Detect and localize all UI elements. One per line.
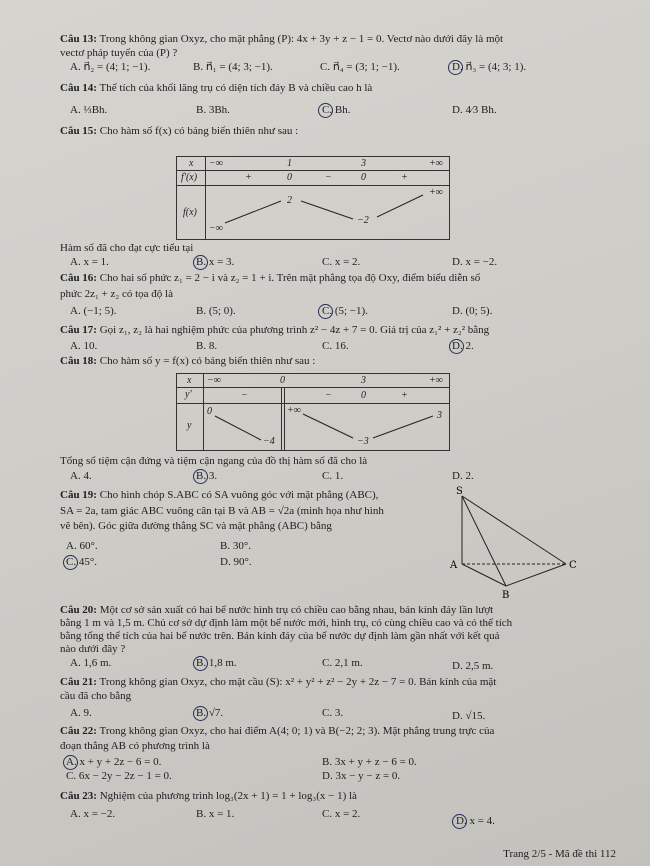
t18-x-label: x [187, 375, 192, 386]
q21-option-b: B. √7. [196, 707, 224, 719]
t18-sign-1: − [241, 390, 248, 401]
t15-zero-2: 0 [361, 172, 366, 183]
q23-text: Nghiệm của phương trình log₃(2x + 1) = 1 + log₃(x − 1) là [96, 790, 357, 802]
q18-option-a: A. 4. [70, 470, 92, 482]
q15-option-a: A. x = 1. [70, 256, 109, 268]
q22-label: Câu 22: [60, 725, 97, 737]
q13-text: Trong không gian Oxyz, cho mặt phẳng (P): 4x + 3y + z − 1 = 0. Vectơ nào dưới đây là một [96, 33, 504, 45]
answer-circle-q13 [448, 60, 463, 75]
q17-option-d: D. 2. [452, 340, 474, 352]
q18-text: Cho hàm số y = f(x) có bảng biến thiên như sau : [96, 355, 316, 367]
t15-sign-3: + [401, 172, 408, 183]
t18-val-minus-4: −4 [263, 436, 275, 447]
answer-circle-q20 [193, 656, 208, 671]
question-17 [60, 324, 489, 337]
q19-text-2: SA = 2a, tam giác ABC vuông cân tại B và AB = √2a (minh họa như hình [60, 505, 384, 517]
q17-option-a: A. 10. [70, 340, 98, 352]
q21-option-c: C. 3. [322, 707, 344, 719]
q18-option-d: D. 2. [452, 470, 474, 482]
q20-label: Câu 20: [60, 604, 97, 616]
t15-val-plus-inf: +∞ [429, 187, 443, 198]
q21-label: Câu 21: [60, 676, 97, 688]
t15-val-minus-inf: −∞ [209, 223, 223, 234]
q18-option-c: C. 1. [322, 470, 344, 482]
pyramid-figure [448, 484, 608, 602]
answer-circle-q16 [318, 304, 333, 319]
q19-option-c: C. 45°. [66, 556, 97, 568]
t18-yp-label: y′ [185, 389, 192, 400]
q17-label: Câu 17: [60, 324, 97, 336]
t15-fp-label: f′(x) [181, 172, 198, 183]
q13-text-2: vectơ pháp tuyến của (P) ? [60, 47, 178, 59]
t18-x-plus-inf: +∞ [429, 375, 443, 386]
t15-x-3: 3 [361, 158, 366, 169]
answer-circle-q18 [193, 469, 208, 484]
q21-option-a: A. 9. [70, 707, 92, 719]
question-20 [60, 604, 493, 617]
q23-label: Câu 23: [60, 790, 97, 802]
vertex-s: S [456, 486, 463, 497]
t15-arrows [177, 157, 449, 239]
t18-val-plus-inf: +∞ [287, 405, 301, 416]
question-13 [60, 33, 503, 46]
vertex-b: B [502, 590, 510, 601]
q13-option-c: C. n⃗₄ = (3; 1; −1). [320, 61, 400, 73]
answer-circle-q14 [318, 103, 333, 118]
t15-sign-1: + [245, 172, 252, 183]
question-14 [60, 82, 372, 95]
answer-circle-q19 [63, 555, 78, 570]
q17-option-c: C. 16. [322, 340, 349, 352]
q14-label: Câu 14: [60, 82, 97, 94]
q22-option-b: B. 3x + y + z − 6 = 0. [322, 756, 417, 768]
q19-option-a: A. 60°. [66, 540, 98, 552]
vertex-a: A [450, 560, 458, 571]
q20-text: Một cơ sở sản xuất có hai bể nước hình trụ có chiều cao bằng nhau, bán kính đáy lần lượt [96, 604, 494, 616]
q13-option-d: D. n⃗₃ = (4; 3; 1). [452, 61, 527, 73]
t18-zero: 0 [361, 390, 366, 401]
q16-option-a: A. (−1; 5). [70, 305, 117, 317]
q22-option-a: A. x + y + 2z − 6 = 0. [66, 756, 162, 768]
q15-text-2: Hàm số đã cho đạt cực tiểu tại [60, 242, 194, 254]
t18-x-minus-inf: −∞ [207, 375, 221, 386]
q16-option-c: C. (5; −1). [322, 305, 368, 317]
t15-sign-2: − [325, 172, 332, 183]
q23-option-b: B. x = 1. [196, 808, 235, 820]
answer-circle-q21 [193, 706, 208, 721]
q18-text-2: Tổng số tiệm cận đứng và tiệm cận ngang của đồ thị hàm số đã cho là [60, 455, 368, 467]
q15-option-d: D. x = −2. [452, 256, 498, 268]
variation-table-18 [176, 373, 450, 451]
question-19 [60, 489, 378, 502]
t15-x-1: 1 [287, 158, 292, 169]
q15-option-b: B. x = 3. [196, 256, 235, 268]
q19-text: Cho hình chóp S.ABC có SA vuông góc với mặt phẳng (ABC), [96, 489, 379, 501]
q13-option-b: B. n⃗₁ = (4; 3; −1). [193, 61, 273, 73]
q22-text: Trong không gian Oxyz, cho hai điểm A(4; 0; 1) và B(−2; 2; 3). Mặt phẳng trung trực của [96, 725, 495, 737]
q23-option-a: A. x = −2. [70, 808, 116, 820]
t18-y-label: y [187, 420, 192, 431]
q19-option-d: D. 90°. [220, 556, 252, 568]
q19-text-3: vẽ bên). Góc giữa đường thẳng SC và mặt phẳng (ABC) bằng [60, 520, 332, 532]
q13-option-a: A. n⃗₂ = (4; 1; −1). [70, 61, 151, 73]
t15-val-minus-2: −2 [357, 215, 369, 226]
q23-option-d: D. x = 4. [456, 815, 495, 827]
q16-option-b: B. (5; 0). [196, 305, 236, 317]
q21-option-d: D. √15. [452, 710, 486, 722]
q20-text-2: bằng 1 m và 1,5 m. Chủ cơ sở dự định làm một bể nước mới, hình trụ, có cùng chiều cao và có thể tích [60, 617, 513, 629]
variation-table-15 [176, 156, 450, 240]
t15-f-label: f(x) [183, 207, 197, 218]
answer-circle-q23 [452, 814, 467, 829]
q15-option-c: C. x = 2. [322, 256, 361, 268]
question-18 [60, 355, 315, 368]
q16-text: Cho hai số phức z₁ = 2 − i và z₂ = 1 + i. Trên mặt phẳng tọa độ Oxy, điểm biểu diễn số [96, 272, 481, 284]
q20-text-4: nào dưới đây ? [60, 643, 126, 655]
q14-option-a: A. ⅓Bh. [70, 104, 108, 116]
answer-circle-q17 [449, 339, 464, 354]
q17-option-b: B. 8. [196, 340, 218, 352]
q21-text: Trong không gian Oxyz, cho mặt cầu (S): x² + y² + z² − 2y + 2z − 7 = 0. Bán kính của mặt [96, 676, 497, 688]
question-21 [60, 676, 496, 689]
q22-option-d: D. 3x − y − z = 0. [322, 770, 401, 782]
q20-option-b: B. 1,8 m. [196, 657, 237, 669]
q20-option-c: C. 2,1 m. [322, 657, 363, 669]
q17-text: Gọi z₁, z₂ là hai nghiệm phức của phương trình z² − 4z + 7 = 0. Giá trị của z₁² + z₂² bằng [96, 324, 490, 336]
q16-text-2: phức 2z₁ + z₂ có tọa độ là [60, 288, 173, 300]
page-footer: Trang 2/5 - Mã đề thi 112 [503, 848, 616, 860]
q15-text: Cho hàm số f(x) có bảng biến thiên như sau : [96, 125, 299, 137]
q20-option-a: A. 1,6 m. [70, 657, 112, 669]
t15-x-minus-inf: −∞ [209, 158, 223, 169]
q14-option-b: B. 3Bh. [196, 104, 230, 116]
q22-option-c: C. 6x − 2y − 2z − 1 = 0. [66, 770, 172, 782]
q13-label: Câu 13: [60, 33, 97, 45]
t18-sign-3: + [401, 390, 408, 401]
t15-val-2: 2 [287, 195, 292, 206]
t18-val-3: 3 [437, 410, 442, 421]
t15-x-plus-inf: +∞ [429, 158, 443, 169]
t18-x-0: 0 [280, 375, 285, 386]
q22-text-2: đoạn thẳng AB có phương trình là [60, 740, 210, 752]
q18-option-b: B. 3. [196, 470, 218, 482]
question-16 [60, 272, 480, 285]
answer-circle-q22 [63, 755, 78, 770]
q20-text-3: bằng tổng thể tích của hai bể nước trên. Bán kính đáy của bể nước dự định làm gần nhất với kết quả [60, 630, 500, 642]
question-15 [60, 125, 298, 138]
t18-val-0: 0 [207, 406, 212, 417]
t18-sign-2: − [325, 390, 332, 401]
t15-x-label: x [189, 158, 194, 169]
q16-option-d: D. (0; 5). [452, 305, 493, 317]
q18-label: Câu 18: [60, 355, 97, 367]
q21-text-2: cầu đã cho bằng [60, 690, 132, 702]
t15-zero-1: 0 [287, 172, 292, 183]
q14-text: Thể tích của khối lăng trụ có diện tích đáy B và chiều cao h là [96, 82, 373, 94]
question-22 [60, 725, 494, 738]
q16-label: Câu 16: [60, 272, 97, 284]
q15-label: Câu 15: [60, 125, 97, 137]
q19-option-b: B. 30°. [220, 540, 251, 552]
t18-arrows [177, 374, 449, 450]
t18-x-3: 3 [361, 375, 366, 386]
question-23 [60, 790, 357, 803]
t18-val-minus-3: −3 [357, 436, 369, 447]
q20-option-d: D. 2,5 m. [452, 660, 494, 672]
q23-option-c: C. x = 2. [322, 808, 361, 820]
q14-option-c: C. Bh. [322, 104, 351, 116]
q14-option-d: D. 4⁄3 Bh. [452, 104, 497, 116]
answer-circle-q15 [193, 255, 208, 270]
vertex-c: C [569, 560, 577, 571]
q19-label: Câu 19: [60, 489, 97, 501]
